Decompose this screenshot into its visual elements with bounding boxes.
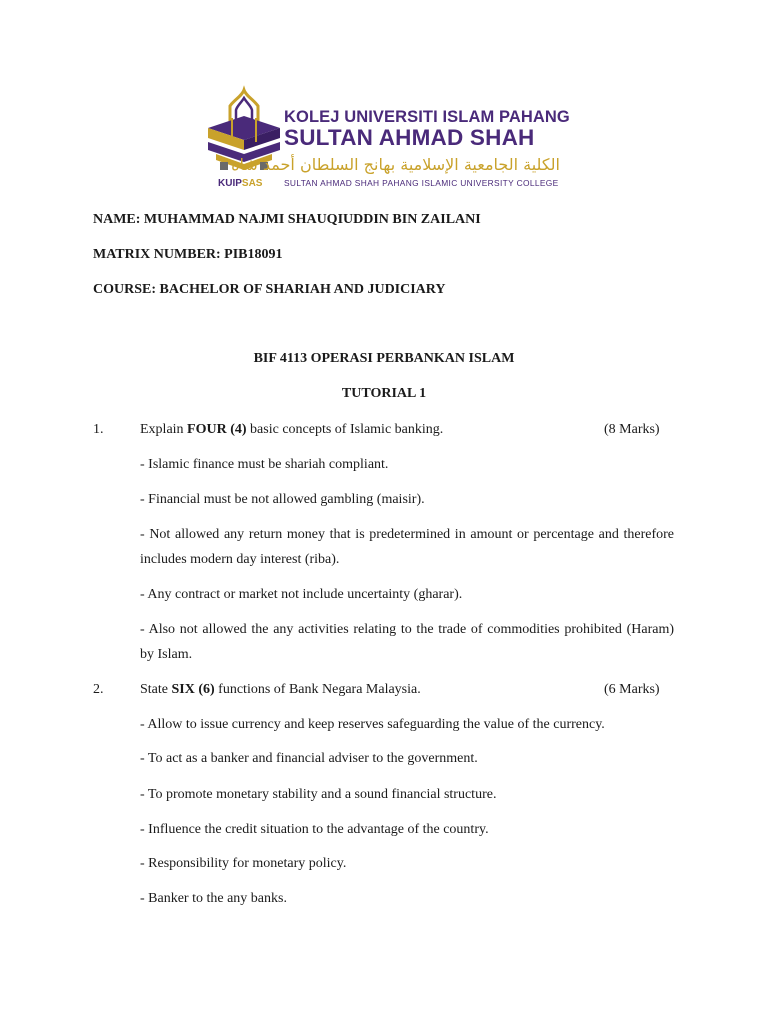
answer-1-2: - Financial must be not allowed gambling (maisir).	[140, 492, 425, 507]
question-2-text	[140, 682, 421, 698]
question-2-number: 2.	[93, 682, 104, 697]
question-1-text	[140, 422, 443, 438]
question-1-marks: (8 Marks)	[604, 422, 660, 437]
logo-acronym-purple: KUIP	[218, 178, 242, 189]
college-header	[204, 88, 570, 192]
question-1-suffix: basic concepts of Islamic banking.	[246, 422, 444, 437]
institution-line1: KOLEJ UNIVERSITI ISLAM PAHANG	[284, 108, 570, 126]
institution-arabic: الكلية الجامعية الإسلامية بهانج السلطان أحمد شاه	[231, 155, 560, 174]
answer-1-3: - Not allowed any return money that is predetermined in amount or percentage and therefore includes modern day interest (riba).	[140, 527, 674, 567]
logo-acronym-gold: SAS	[241, 178, 263, 189]
question-2-suffix: functions of Bank Negara Malaysia.	[214, 682, 421, 697]
tutorial-title: TUTORIAL 1	[341, 386, 427, 401]
answer-1-1: - Islamic finance must be shariah compliant.	[140, 457, 389, 472]
question-2-marks: (6 Marks)	[604, 682, 660, 697]
student-name: NAME: MUHAMMAD NAJMI SHAUQIUDDIN BIN ZAILANI	[93, 212, 481, 227]
question-2-prefix: State	[140, 682, 172, 697]
institution-line2: SULTAN AHMAD SHAH	[284, 125, 535, 150]
matrix-number: MATRIX NUMBER: PIB18091	[93, 247, 283, 262]
answer-2-5: - Responsibility for monetary policy.	[140, 856, 347, 871]
question-1-number: 1.	[93, 422, 104, 437]
answer-2-1: - Allow to issue currency and keep reserves safeguarding the value of the currency.	[140, 717, 605, 732]
answer-2-2: - To act as a banker and financial adviser to the government.	[140, 751, 478, 766]
answer-2-4: - Influence the credit situation to the advantage of the country.	[140, 822, 489, 837]
course: COURSE: BACHELOR OF SHARIAH AND JUDICIARY	[93, 282, 446, 297]
question-1-emphasis: FOUR (4)	[187, 422, 247, 437]
logo-acronym	[218, 178, 262, 189]
answer-1-5: - Also not allowed the any activities relating to the trade of commodities prohibited (Haram) by Islam.	[140, 622, 674, 662]
answer-1-4: - Any contract or market not include uncertainty (gharar).	[140, 587, 463, 602]
answer-2-6: - Banker to the any banks.	[140, 891, 287, 906]
question-1-prefix: Explain	[140, 422, 188, 437]
institution-english: SULTAN AHMAD SHAH PAHANG ISLAMIC UNIVERSITY COLLEGE	[284, 178, 559, 188]
subject-title: BIF 4113 OPERASI PERBANKAN ISLAM	[253, 351, 515, 366]
question-2-emphasis: SIX (6)	[171, 682, 215, 697]
answer-2-3: - To promote monetary stability and a sound financial structure.	[140, 787, 497, 802]
college-emblem-icon	[204, 88, 284, 192]
